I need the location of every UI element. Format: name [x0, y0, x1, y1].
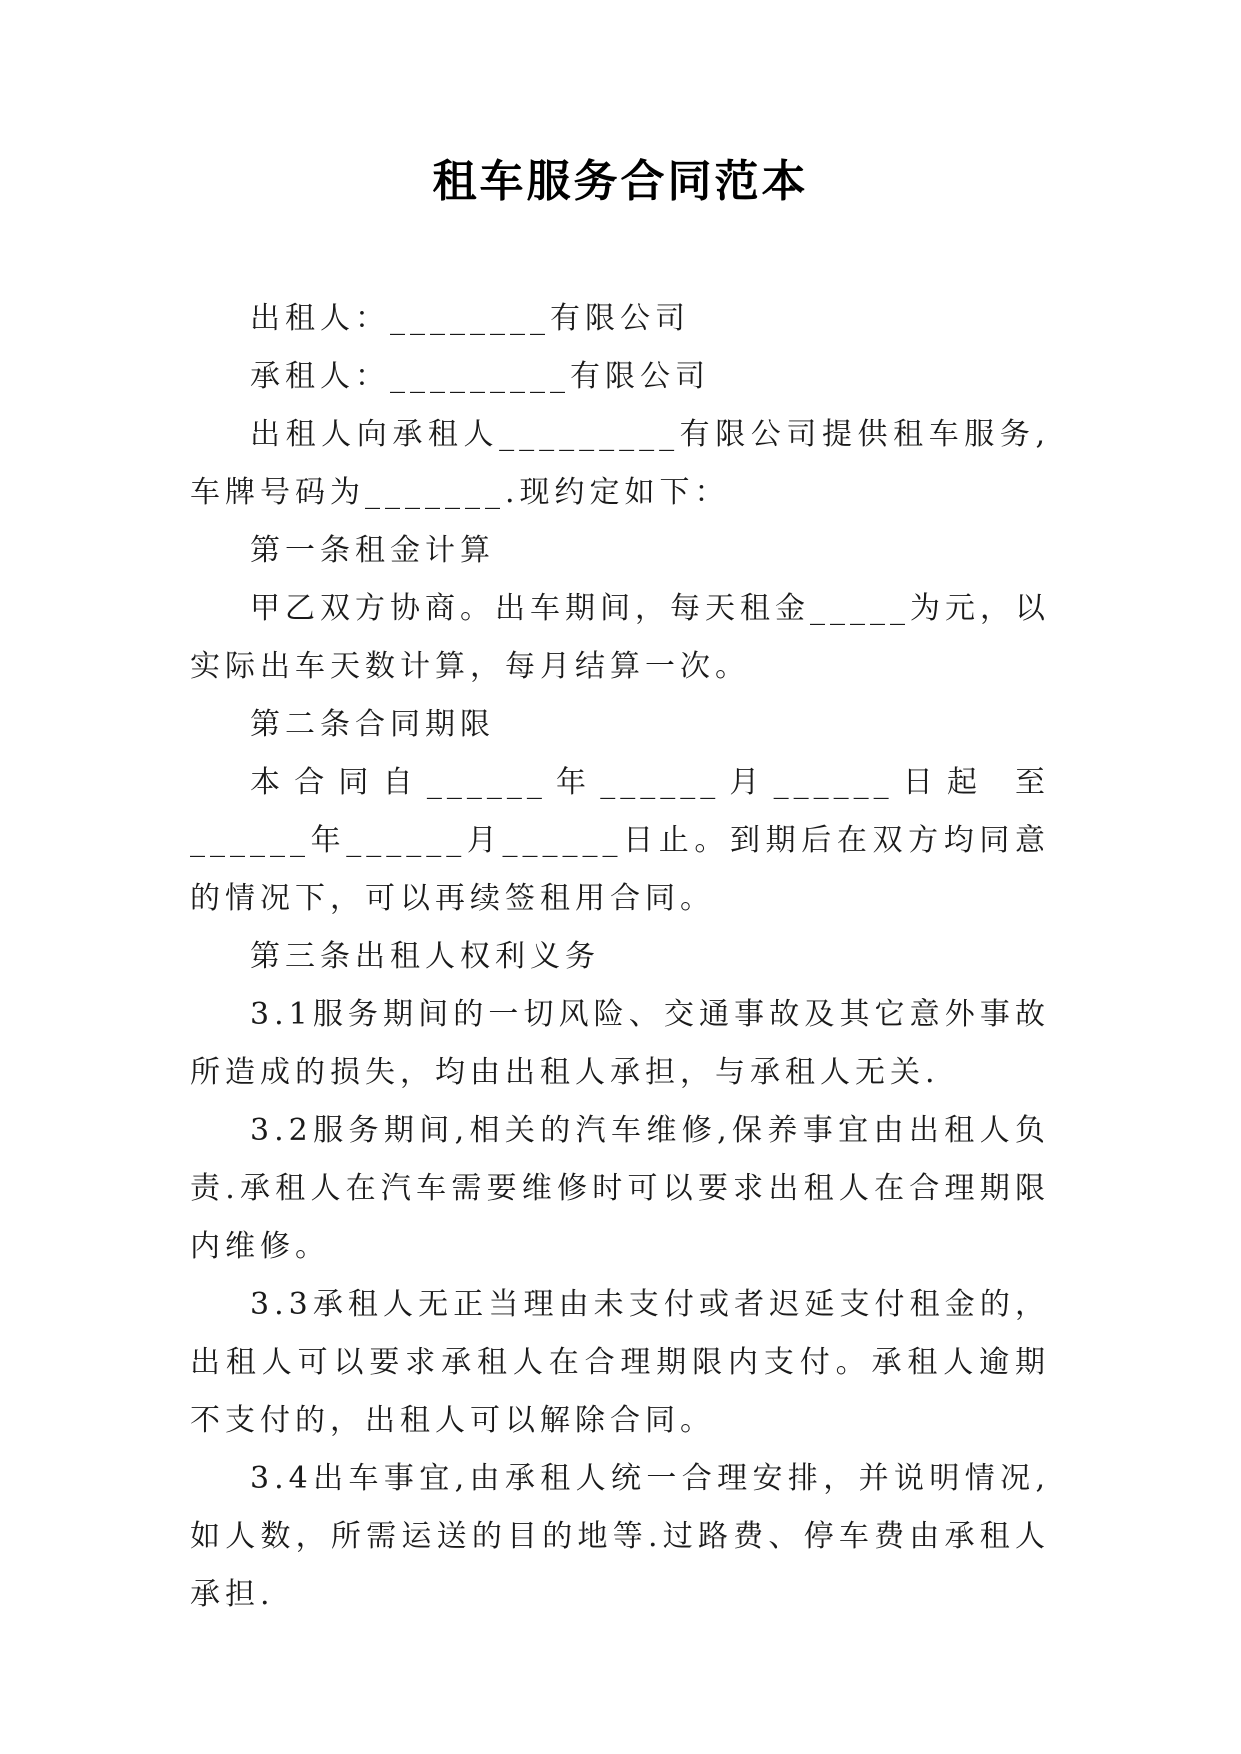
page-title: 租车服务合同范本 — [432, 156, 809, 207]
clause-3-1: 3.1服务期间的一切风险、交通事故及其它意外事故所造成的损失，均由出租人承担，与承租人无关. — [190, 997, 1050, 1090]
article-2-heading: 第二条合同期限 — [250, 707, 495, 742]
clause-3-3: 3.3承租人无正当理由未支付或者迟延支付租金的，出租人可以要求承租人在合理期限内支付。承租人逾期不支付的，出租人可以解除合同。 — [190, 1287, 1050, 1438]
article-1-text: 甲乙双方协商。出车期间，每天租金_____为元，以实际出车天数计算，每月结算一次。 — [190, 591, 1050, 684]
lessor-line: 出租人：________有限公司 — [250, 301, 690, 336]
article-2-text: 本合同自______年______月______日起 至______年______月______日止。到期后在双方均同意的情况下，可以再续签租用合同。 — [190, 765, 1050, 916]
contract-body — [190, 290, 1050, 1624]
clause-3-4: 3.4出车事宜,由承租人统一合理安排，并说明情况,如人数，所需运送的目的地等.过路费、停车费由承租人承担. — [190, 1461, 1050, 1612]
article-3-heading: 第三条出租人权利义务 — [250, 939, 600, 974]
clause-3-2: 3.2服务期间,相关的汽车维修,保养事宜由出租人负责.承租人在汽车需要维修时可以要求出租人在合理期限内维修。 — [190, 1113, 1050, 1264]
intro-paragraph: 出租人向承租人_________有限公司提供租车服务,车牌号码为_______.现约定如下： — [190, 417, 1050, 510]
article-1-heading: 第一条租金计算 — [250, 533, 495, 568]
lessee-line: 承租人：_________有限公司 — [250, 359, 710, 394]
